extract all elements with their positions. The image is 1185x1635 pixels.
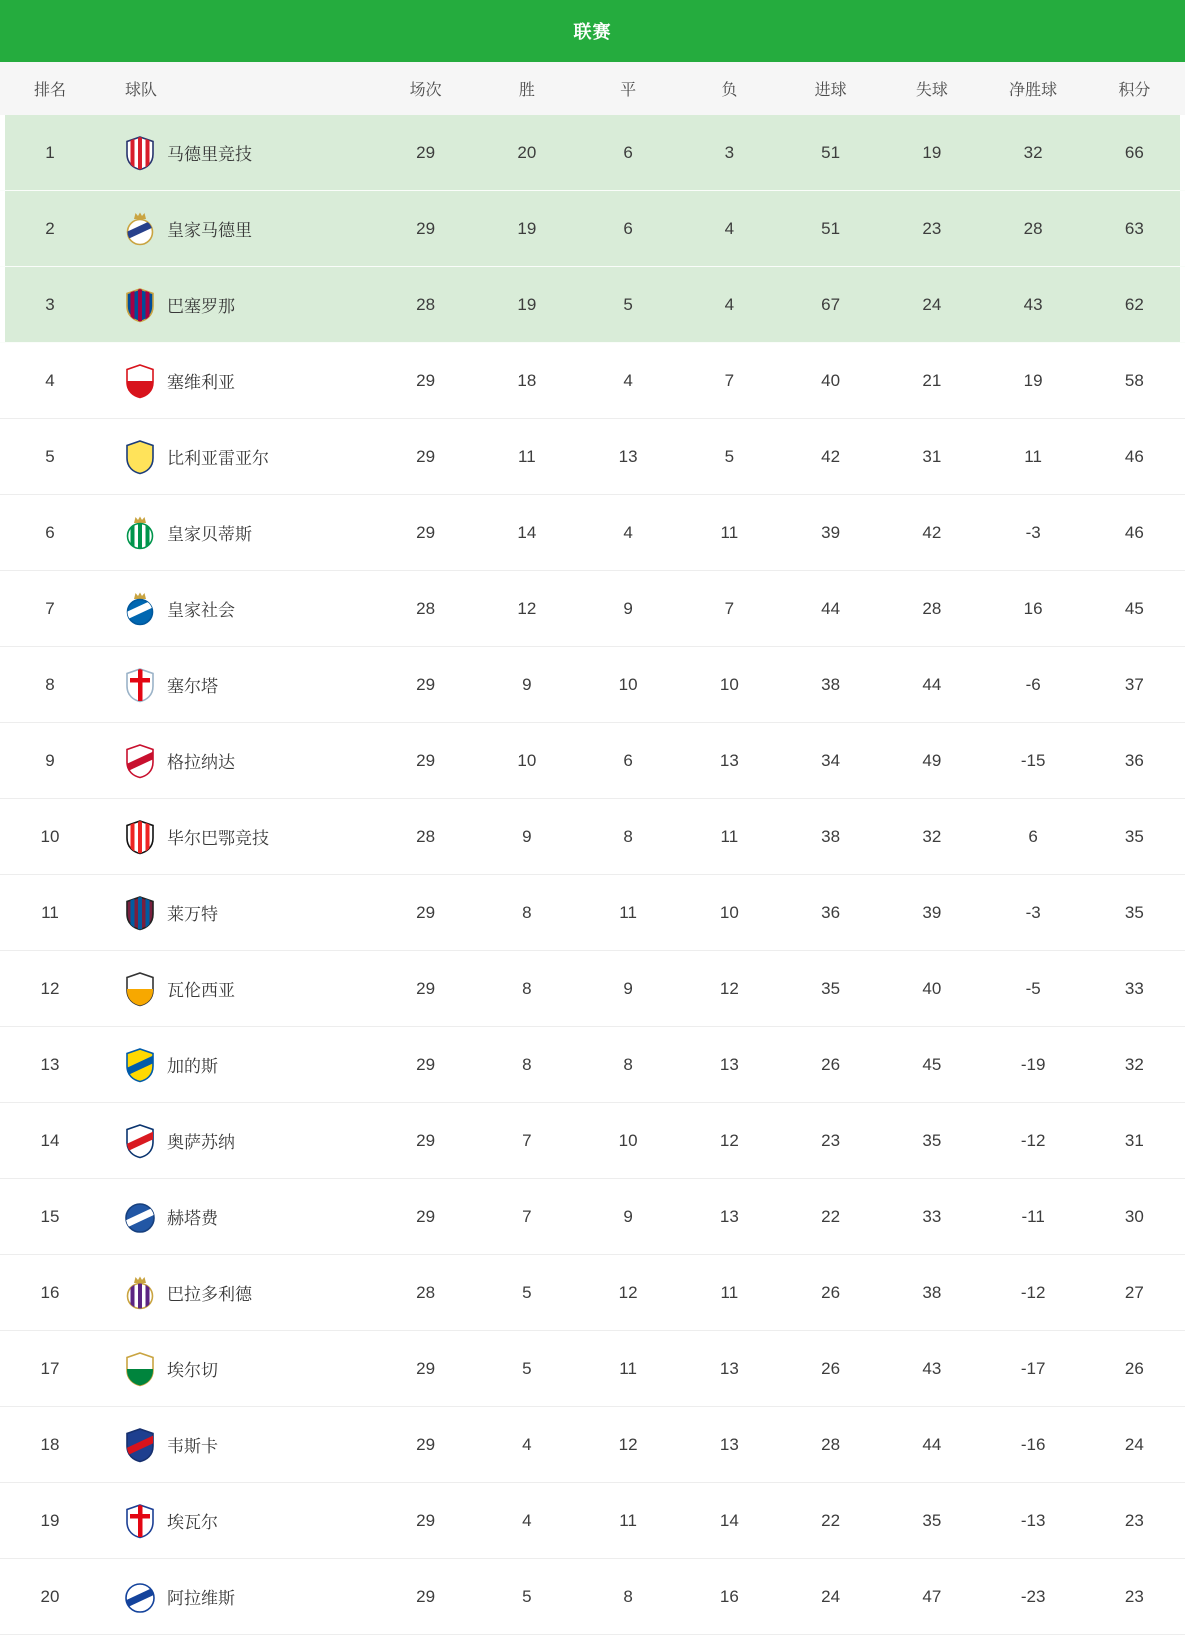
cell-loss: 16	[719, 1586, 739, 1606]
cell-win: 4	[522, 1510, 532, 1530]
cell-ga: 47	[922, 1586, 942, 1606]
cell-gf: 26	[821, 1282, 841, 1302]
rank-cell: 1	[45, 142, 55, 162]
table-row[interactable]	[0, 647, 1185, 723]
cell-loss: 12	[719, 1130, 739, 1150]
cell-gf: 26	[821, 1358, 841, 1378]
team-name: 韦斯卡	[167, 1437, 218, 1456]
cell-loss: 13	[719, 1206, 739, 1226]
table-row[interactable]	[0, 1179, 1185, 1255]
valencia-crest-icon	[125, 971, 155, 1007]
rank-cell: 7	[45, 598, 55, 618]
team-cell	[100, 363, 375, 399]
cell-win: 11	[518, 446, 536, 466]
rank-cell: 6	[45, 522, 55, 542]
cell-gd: 16	[1023, 598, 1043, 618]
table-row[interactable]	[0, 267, 1185, 343]
team-name: 塞尔塔	[167, 677, 218, 696]
cell-loss: 11	[720, 826, 739, 846]
table-row[interactable]	[0, 1407, 1185, 1483]
team-cell	[100, 1351, 375, 1387]
cell-loss: 13	[719, 1358, 739, 1378]
table-row[interactable]	[0, 419, 1185, 495]
team-name: 阿拉维斯	[167, 1589, 235, 1608]
team-name: 瓦伦西亚	[167, 981, 235, 1000]
cell-played: 28	[416, 598, 436, 618]
eibar-crest-icon	[125, 1503, 155, 1539]
cell-loss: 13	[719, 1434, 739, 1454]
cell-gf: 23	[821, 1130, 841, 1150]
cell-draw: 4	[623, 370, 633, 390]
cell-played: 29	[416, 978, 436, 998]
column-header-gf: 进球	[814, 82, 847, 99]
cell-win: 14	[517, 522, 537, 542]
cell-win: 8	[522, 1054, 532, 1074]
cell-loss: 11	[720, 522, 739, 542]
cell-played: 29	[416, 1434, 436, 1454]
cell-pts: 35	[1124, 826, 1144, 846]
cell-loss: 7	[724, 598, 735, 618]
cell-played: 29	[416, 142, 436, 162]
cell-gd: 43	[1023, 294, 1043, 314]
cell-gf: 39	[821, 522, 841, 542]
cell-gd: -3	[1025, 902, 1041, 922]
team-cell	[100, 743, 375, 779]
cell-draw: 8	[623, 1054, 633, 1074]
osasuna-crest-icon	[125, 1123, 155, 1159]
cell-draw: 5	[623, 294, 633, 314]
cell-win: 9	[522, 674, 532, 694]
cell-loss: 7	[724, 370, 735, 390]
table-row[interactable]	[0, 115, 1185, 191]
team-name: 皇家贝蒂斯	[167, 525, 252, 544]
team-name: 赫塔费	[167, 1209, 218, 1228]
cell-loss: 5	[724, 446, 735, 466]
cell-played: 29	[416, 370, 436, 390]
cell-played: 29	[416, 446, 436, 466]
team-cell	[100, 1275, 375, 1311]
cell-pts: 63	[1124, 218, 1144, 238]
cell-win: 5	[522, 1282, 532, 1302]
cell-draw: 10	[618, 674, 638, 694]
cell-pts: 27	[1124, 1282, 1144, 1302]
cell-played: 29	[416, 522, 436, 542]
real-madrid-crest-icon	[125, 211, 155, 247]
cell-gd: -16	[1020, 1434, 1046, 1454]
team-name: 加的斯	[167, 1057, 218, 1076]
cell-ga: 38	[922, 1282, 942, 1302]
cell-played: 29	[416, 1206, 436, 1226]
cell-gf: 51	[821, 142, 841, 162]
cell-gd: -5	[1025, 978, 1041, 998]
cell-ga: 49	[922, 750, 942, 770]
team-name: 巴塞罗那	[167, 297, 235, 316]
real-valladolid-crest-icon	[125, 1275, 155, 1311]
cell-gd: -19	[1020, 1054, 1046, 1074]
cell-ga: 44	[922, 1434, 942, 1454]
barcelona-crest-icon	[125, 287, 155, 323]
team-name: 埃瓦尔	[167, 1513, 218, 1532]
cell-gf: 24	[821, 1586, 841, 1606]
cell-pts: 23	[1124, 1586, 1144, 1606]
cell-pts: 26	[1124, 1358, 1144, 1378]
cell-played: 29	[416, 674, 436, 694]
team-name: 毕尔巴鄂竞技	[167, 829, 269, 848]
cell-pts: 58	[1124, 370, 1144, 390]
cell-ga: 42	[922, 522, 942, 542]
cell-win: 7	[522, 1206, 532, 1226]
table-row[interactable]	[0, 1255, 1185, 1331]
levante-crest-icon	[125, 895, 155, 931]
cell-draw: 9	[623, 598, 633, 618]
team-cell	[100, 895, 375, 931]
cell-draw: 11	[619, 1510, 637, 1530]
table-row[interactable]	[0, 1027, 1185, 1103]
team-cell	[100, 287, 375, 323]
team-name: 格拉纳达	[167, 753, 235, 772]
cell-gd: -17	[1020, 1358, 1046, 1378]
real-betis-crest-icon	[125, 515, 155, 551]
column-header-win: 胜	[518, 82, 535, 99]
table-row[interactable]	[0, 1331, 1185, 1407]
team-name: 巴拉多利德	[167, 1285, 252, 1304]
cell-gf: 28	[821, 1434, 841, 1454]
cell-pts: 36	[1124, 750, 1144, 770]
cell-pts: 24	[1124, 1434, 1144, 1454]
cell-gd: -13	[1020, 1510, 1046, 1530]
cell-gd: 19	[1023, 370, 1043, 390]
cell-ga: 40	[922, 978, 942, 998]
cell-win: 12	[517, 598, 537, 618]
table-row[interactable]	[0, 571, 1185, 647]
cell-played: 29	[416, 750, 436, 770]
rank-cell: 16	[40, 1282, 60, 1302]
cell-gd: -6	[1025, 674, 1041, 694]
rank-cell: 9	[45, 750, 55, 770]
cell-gf: 34	[821, 750, 841, 770]
cell-draw: 4	[623, 522, 633, 542]
table-header-row	[0, 62, 1185, 115]
cell-pts: 33	[1124, 978, 1144, 998]
cell-loss: 12	[719, 978, 739, 998]
cell-ga: 33	[922, 1206, 942, 1226]
cell-draw: 9	[623, 978, 633, 998]
cell-pts: 62	[1124, 294, 1144, 314]
cell-gf: 44	[821, 598, 841, 618]
table-row[interactable]	[0, 723, 1185, 799]
cell-gd: 11	[1024, 446, 1042, 466]
table-row[interactable]	[0, 495, 1185, 571]
cell-ga: 45	[922, 1054, 942, 1074]
column-header-rank: 排名	[33, 82, 66, 99]
real-sociedad-crest-icon	[125, 591, 155, 627]
team-name: 皇家社会	[167, 601, 235, 620]
cell-loss: 13	[719, 1054, 739, 1074]
cell-played: 29	[416, 1586, 436, 1606]
cadiz-crest-icon	[125, 1047, 155, 1083]
cell-gd: 28	[1023, 218, 1043, 238]
sevilla-crest-icon	[125, 363, 155, 399]
getafe-crest-icon	[125, 1199, 155, 1235]
cell-gd: -12	[1020, 1282, 1046, 1302]
cell-loss: 14	[719, 1510, 739, 1530]
cell-played: 29	[416, 1510, 436, 1530]
alaves-crest-icon	[125, 1579, 155, 1615]
cell-played: 29	[416, 902, 436, 922]
cell-win: 8	[522, 978, 532, 998]
cell-played: 28	[416, 294, 436, 314]
cell-gd: -3	[1025, 522, 1041, 542]
standings-table-body	[0, 115, 1185, 1635]
column-header-draw: 平	[620, 82, 637, 99]
villarreal-crest-icon	[125, 439, 155, 475]
rank-cell: 14	[40, 1130, 60, 1150]
cell-loss: 10	[719, 674, 739, 694]
cell-gd: -15	[1020, 750, 1046, 770]
cell-gf: 40	[821, 370, 841, 390]
cell-loss: 4	[724, 218, 735, 238]
elche-crest-icon	[125, 1351, 155, 1387]
table-row[interactable]	[0, 951, 1185, 1027]
team-cell	[100, 591, 375, 627]
cell-played: 29	[416, 1358, 436, 1378]
rank-cell: 18	[40, 1434, 60, 1454]
rank-cell: 20	[40, 1586, 60, 1606]
rank-cell: 11	[41, 902, 59, 922]
rank-cell: 3	[45, 294, 55, 314]
cell-ga: 43	[922, 1358, 942, 1378]
cell-loss: 13	[719, 750, 739, 770]
atletico-madrid-crest-icon	[125, 135, 155, 171]
cell-draw: 6	[623, 142, 633, 162]
cell-gf: 36	[821, 902, 841, 922]
table-row[interactable]	[0, 1483, 1185, 1559]
cell-pts: 46	[1124, 446, 1144, 466]
cell-gf: 38	[821, 826, 841, 846]
cell-gd: -11	[1021, 1206, 1045, 1226]
cell-gf: 26	[821, 1054, 841, 1074]
rank-cell: 4	[45, 370, 55, 390]
cell-draw: 12	[618, 1434, 638, 1454]
cell-draw: 10	[618, 1130, 638, 1150]
granada-crest-icon	[125, 743, 155, 779]
team-name: 皇家马德里	[167, 221, 252, 240]
cell-pts: 45	[1124, 598, 1144, 618]
cell-loss: 11	[720, 1282, 739, 1302]
cell-win: 5	[522, 1586, 532, 1606]
team-name: 马德里竞技	[167, 145, 252, 164]
huesca-crest-icon	[125, 1427, 155, 1463]
cell-win: 19	[517, 218, 537, 238]
rank-cell: 17	[40, 1358, 60, 1378]
team-cell	[100, 667, 375, 703]
rank-cell: 2	[45, 218, 55, 238]
rank-cell: 8	[45, 674, 55, 694]
cell-ga: 23	[922, 218, 942, 238]
column-header-team: 球队	[125, 82, 158, 99]
cell-win: 18	[517, 370, 537, 390]
league-section-header	[0, 0, 1185, 62]
cell-ga: 35	[922, 1510, 942, 1530]
cell-gf: 35	[821, 978, 841, 998]
cell-gd: -12	[1020, 1130, 1046, 1150]
table-row[interactable]	[0, 1103, 1185, 1179]
cell-gd: 6	[1028, 826, 1038, 846]
cell-ga: 44	[922, 674, 942, 694]
team-cell	[100, 439, 375, 475]
cell-gd: 32	[1023, 142, 1043, 162]
cell-win: 9	[522, 826, 532, 846]
table-row[interactable]	[0, 191, 1185, 267]
cell-draw: 8	[623, 1586, 633, 1606]
cell-gf: 22	[821, 1510, 841, 1530]
column-header-played: 场次	[409, 82, 442, 99]
cell-ga: 31	[922, 446, 942, 466]
team-cell	[100, 1427, 375, 1463]
cell-ga: 35	[922, 1130, 942, 1150]
rank-cell: 10	[40, 826, 60, 846]
cell-pts: 35	[1124, 902, 1144, 922]
cell-played: 29	[416, 218, 436, 238]
team-cell	[100, 971, 375, 1007]
team-cell	[100, 515, 375, 551]
cell-gf: 42	[821, 446, 841, 466]
page-title: 联赛	[573, 22, 612, 42]
cell-win: 4	[522, 1434, 532, 1454]
cell-pts: 30	[1124, 1206, 1144, 1226]
cell-pts: 66	[1124, 142, 1144, 162]
cell-win: 8	[522, 902, 532, 922]
rank-cell: 5	[45, 446, 55, 466]
team-cell	[100, 1503, 375, 1539]
rank-cell: 12	[40, 978, 60, 998]
table-row[interactable]	[0, 1559, 1185, 1635]
rank-cell: 19	[40, 1510, 60, 1530]
cell-ga: 28	[922, 598, 942, 618]
cell-pts: 32	[1124, 1054, 1144, 1074]
cell-win: 5	[522, 1358, 532, 1378]
cell-win: 19	[517, 294, 537, 314]
cell-draw: 6	[623, 750, 633, 770]
column-header-pts: 积分	[1118, 82, 1151, 99]
cell-gd: -23	[1020, 1586, 1046, 1606]
cell-win: 10	[517, 750, 537, 770]
team-name: 比利亚雷亚尔	[167, 449, 269, 468]
cell-ga: 19	[922, 142, 942, 162]
cell-draw: 11	[619, 1358, 637, 1378]
cell-draw: 12	[618, 1282, 638, 1302]
cell-pts: 37	[1124, 674, 1144, 694]
cell-draw: 6	[623, 218, 633, 238]
rank-cell: 13	[40, 1054, 60, 1074]
cell-pts: 31	[1124, 1130, 1144, 1150]
team-name: 奥萨苏纳	[167, 1133, 235, 1152]
team-cell	[100, 135, 375, 171]
athletic-bilbao-crest-icon	[125, 819, 155, 855]
team-name: 莱万特	[167, 905, 218, 924]
cell-draw: 13	[618, 446, 638, 466]
cell-played: 29	[416, 1054, 436, 1074]
cell-win: 7	[522, 1130, 532, 1150]
cell-gf: 67	[821, 294, 841, 314]
cell-win: 20	[517, 142, 537, 162]
cell-ga: 24	[922, 294, 942, 314]
team-cell	[100, 1047, 375, 1083]
team-name: 埃尔切	[167, 1361, 218, 1380]
cell-draw: 9	[623, 1206, 633, 1226]
table-row[interactable]	[0, 799, 1185, 875]
cell-ga: 39	[922, 902, 942, 922]
table-row[interactable]	[0, 875, 1185, 951]
cell-gf: 22	[821, 1206, 841, 1226]
team-cell	[100, 1199, 375, 1235]
column-header-gd: 净胜球	[1009, 82, 1058, 99]
cell-played: 28	[416, 1282, 436, 1302]
cell-loss: 4	[724, 294, 735, 314]
column-header-loss: 负	[721, 82, 738, 99]
cell-played: 28	[416, 826, 436, 846]
cell-pts: 46	[1124, 522, 1144, 542]
team-cell	[100, 211, 375, 247]
cell-ga: 32	[922, 826, 942, 846]
cell-loss: 3	[724, 142, 735, 162]
cell-loss: 10	[719, 902, 739, 922]
cell-gf: 38	[821, 674, 841, 694]
cell-pts: 23	[1124, 1510, 1144, 1530]
cell-draw: 11	[619, 902, 637, 922]
cell-gf: 51	[821, 218, 841, 238]
team-name: 塞维利亚	[167, 373, 235, 392]
team-cell	[100, 819, 375, 855]
column-header-ga: 失球	[915, 82, 948, 99]
rank-cell: 15	[40, 1206, 60, 1226]
cell-ga: 21	[922, 370, 942, 390]
team-cell	[100, 1579, 375, 1615]
celta-vigo-crest-icon	[125, 667, 155, 703]
cell-played: 29	[416, 1130, 436, 1150]
cell-draw: 8	[623, 826, 633, 846]
table-row[interactable]	[0, 343, 1185, 419]
team-cell	[100, 1123, 375, 1159]
